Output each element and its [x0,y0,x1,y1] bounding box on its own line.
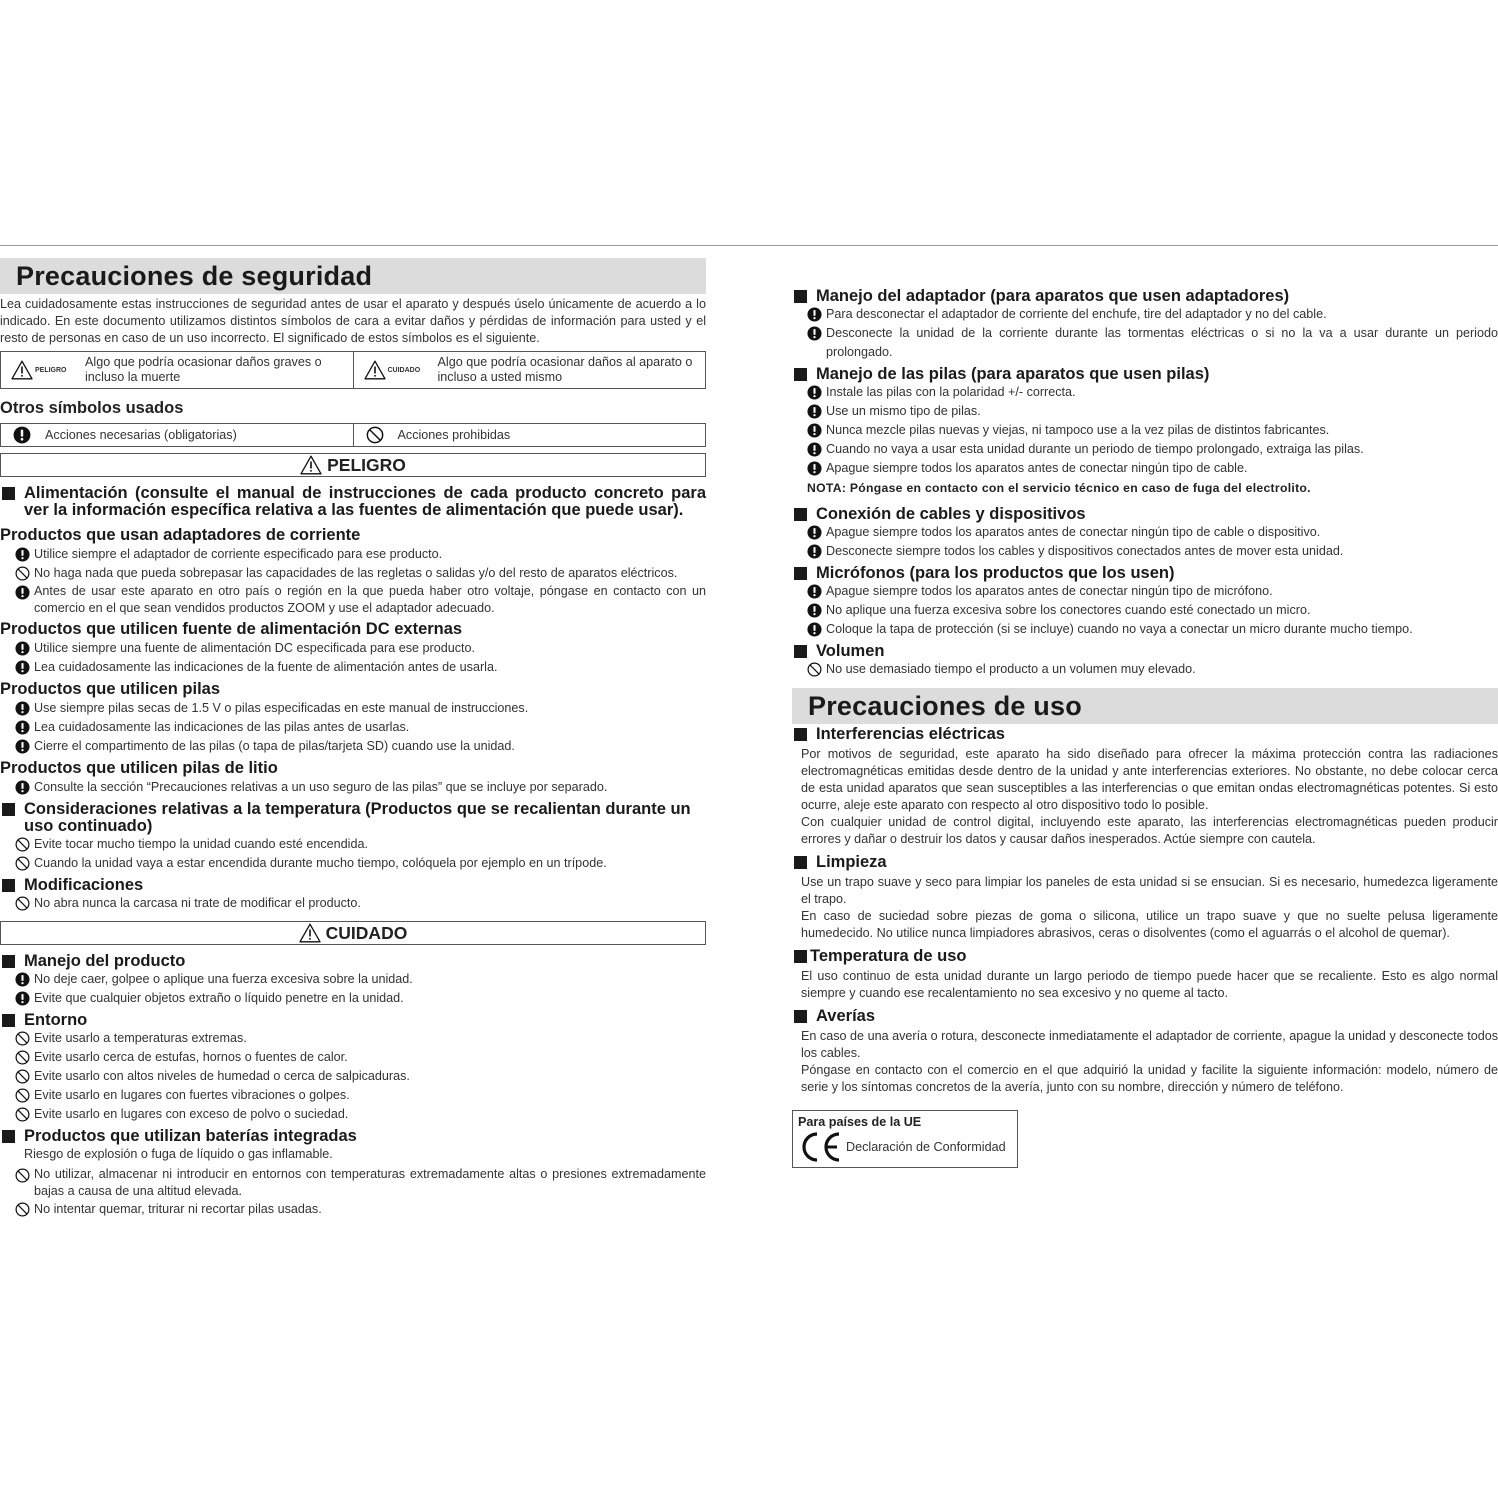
nota-text: NOTA: Póngase en contacto con el servicio técnico en caso de fuga del electrolito. [807,481,1311,495]
list-item: Evite usarlo en lugares con exceso de polvo o suciedad. [0,1105,706,1124]
list-item: No deje caer, golpee o aplique una fuerza excesiva sobre la unidad. [0,970,706,989]
body-paragraph: En caso de una avería o rotura, desconecte inmediatamente el adaptador de corriente, apague la unidad y desconecte todos los cables. [801,1029,1498,1060]
mandatory-icon [15,991,30,1006]
list-item: Lea cuidadosamente las indicaciones de las pilas antes de usarlas. [0,718,706,737]
eu-conformity-box [792,1110,1018,1168]
body-paragraph: En caso de suciedad sobre piezas de goma o silicona, utilice un trapo suave y que no suelte pelusa ligeramente humedecido. No utilice nunca limpiadores abrasivos, ceras o disolventes (como el aguarrás o el alcohol de quemar). [801,909,1498,940]
list-item: No intentar quemar, triturar ni recortar pilas usadas. [0,1200,706,1219]
mandatory-label: Acciones necesarias (obligatorias) [45,428,237,442]
list-item: Cuando no vaya a usar esta unidad durante un periodo de tiempo prolongado, extraiga las pilas. [792,440,1498,459]
square-bullet-icon [794,368,807,381]
cuidado-header [0,921,706,945]
other-symbols-table [0,423,706,447]
mandatory-icon [807,584,822,599]
warning-triangle-icon [11,360,33,380]
square-bullet-icon [2,1014,15,1027]
body-paragraph: Use un trapo suave y seco para limpiar los paneles de esta unidad si se ensucian. Si es necesario, humedezca ligeramente el trapo. [801,875,1498,906]
ce-mark-icon [798,1131,842,1163]
body-paragraph: Por motivos de seguridad, este aparato ha sido diseñado para ofrecer la máxima protección contra las radiaciones electromagnéticas emitidas desde dentro de la unidad y ante interferencias exteriores. No obstante, no debe colocar cerca de esta unidad aparatos que sean susceptibles a las interferencias o que emitan ondas electromagnéticas potentes. Si esto ocurre, aleje este aparato con respecto al otro dispositivo todo lo posible. [801,747,1498,812]
square-bullet-icon [2,803,15,816]
list-item: Cuando la unidad vaya a estar encendida durante mucho tiempo, colóquela por ejemplo en un trípode. [0,854,706,873]
mandatory-icon [807,461,822,476]
section-heading: Consideraciones relativas a la temperatura (Productos que se recalientan durante un uso continuado) [0,801,706,835]
mandatory-icon [13,426,31,444]
square-bullet-icon [2,955,15,968]
body-paragraph: El uso continuo de esta unidad durante un largo periodo de tiempo puede hacer que se recaliente. Esto es algo normal siempre y cuando ese recalentamiento no sea excesivo y no queme al tacto. [801,969,1498,1000]
list-item: Consulte la sección “Precauciones relativas a un uso seguro de las pilas” que se incluye por separado. [0,778,706,797]
peligro-symbol-cell [1,352,353,388]
list-item: Use un mismo tipo de pilas. [792,402,1498,421]
list-item: Apague siempre todos los aparatos antes de conectar ningún tipo de micrófono. [792,582,1498,601]
list-item: Evite usarlo a temperaturas extremas. [0,1029,706,1048]
cuidado-tag: CUIDADO [387,366,421,374]
prohibited-icon [15,1050,30,1065]
cuidado-header-label: CUIDADO [325,923,408,943]
list-item: Coloque la tapa de protección (si se incluye) cuando no vaya a conectar un micro durante mucho tiempo. [792,620,1498,639]
square-bullet-icon [2,879,15,892]
list-item: Evite tocar mucho tiempo la unidad cuando esté encendida. [0,835,706,854]
list-item: Apague siempre todos los aparatos antes de conectar ningún tipo de cable o dispositivo. [792,523,1498,542]
section-heading: Averías [792,1008,1498,1025]
square-bullet-icon [794,856,807,869]
subsection-heading: Productos que utilicen pilas [0,680,221,698]
mandatory-icon [807,385,822,400]
square-bullet-icon [794,1010,807,1023]
list-item: No haga nada que pueda sobrepasar las capacidades de las regletas o salidas y/o del resto de aparatos eléctricos. [0,564,706,583]
list-note: Riesgo de explosión o fuga de líquido o gas inflamable. [24,1147,333,1161]
section-heading: Temperatura de uso [792,948,1498,965]
square-bullet-icon [794,567,807,580]
other-symbols-title: Otros símbolos usados [0,399,184,417]
mandatory-icon [807,326,822,341]
square-bullet-icon [794,950,807,963]
prohibited-icon [15,1168,30,1183]
symbol-legend-table [0,351,706,389]
list-item: Desconecte la unidad de la corriente durante las tormentas eléctricas o si no la va a usar durante un periodo prolongado. [792,324,1498,362]
list-item: Para desconectar el adaptador de corriente del enchufe, tire del adaptador y no del cable. [792,305,1498,324]
peligro-tag: PELIGRO [35,366,67,374]
prohibited-label: Acciones prohibidas [397,428,511,442]
prohibited-cell [353,424,706,446]
warning-triangle-icon [299,923,321,943]
mandatory-icon [807,423,822,438]
section-heading: Manejo del adaptador (para aparatos que usen adaptadores) [792,288,1498,305]
section-heading: Micrófonos (para los productos que los usen) [792,565,1498,582]
prohibited-icon [15,1202,30,1217]
body-paragraph: Póngase en contacto con el comercio en el que adquirió la unidad y facilite la siguiente información: modelo, número de serie y los síntomas concretos de la avería, junto con su nombre, dirección y número de teléfono. [801,1063,1498,1094]
prohibited-icon [807,662,822,677]
mandatory-icon [15,780,30,795]
mandatory-icon [807,525,822,540]
eu-box-title: Para países de la UE [798,1115,922,1129]
list-item: Cierre el compartimento de las pilas (o tapa de pilas/tarjeta SD) cuando use la unidad. [0,737,706,756]
top-rule [0,245,1498,246]
list-item: Utilice siempre el adaptador de corriente especificado para ese producto. [0,545,706,564]
list-item: No abra nunca la carcasa ni trate de modificar el producto. [0,894,706,913]
mandatory-icon [15,972,30,987]
body-paragraph: Con cualquier unidad de control digital, incluyendo este aparato, las interferencias electromagnéticas pueden producir errores y dañar o destruir los datos y causar daños inesperados. Actúe siempre con cautela. [801,815,1498,846]
square-bullet-icon [2,1130,15,1143]
section-heading: Volumen [792,643,1498,660]
peligro-header [0,453,706,477]
section-heading: Entorno [0,1012,706,1029]
prohibited-icon [15,856,30,871]
square-bullet-icon [794,508,807,521]
list-item: Nunca mezcle pilas nuevas y viejas, ni tampoco use a la vez pilas de distintos fabricantes. [792,421,1498,440]
prohibited-icon [15,896,30,911]
mandatory-icon [807,404,822,419]
mandatory-icon [15,720,30,735]
usage-title: Precauciones de uso [792,688,1498,724]
cuidado-description: Algo que podría ocasionar daños al aparato o incluso a usted mismo [437,355,693,384]
mandatory-icon [807,442,822,457]
square-bullet-icon [2,487,15,500]
list-item: Evite que cualquier objetos extraño o líquido penetre en la unidad. [0,989,706,1008]
list-item: Evite usarlo con altos niveles de humedad o cerca de salpicaduras. [0,1067,706,1086]
mandatory-cell [1,424,353,446]
list-item: Apague siempre todos los aparatos antes de conectar ningún tipo de cable. [792,459,1498,478]
warning-triangle-icon [300,455,322,475]
list-item: No utilizar, almacenar ni introducir en entornos con temperaturas extremadamente altas o presiones extremadamente bajas a causa de una altitud elevada. [0,1166,706,1200]
prohibited-icon [15,837,30,852]
list-item: Evite usarlo en lugares con fuertes vibraciones o golpes. [0,1086,706,1105]
mandatory-icon [15,739,30,754]
list-item: Use siempre pilas secas de 1.5 V o pilas especificadas en este manual de instrucciones. [0,699,706,718]
peligro-header-label: PELIGRO [327,455,406,475]
eu-conformity-label: Declaración de Conformidad [846,1140,1006,1154]
section-heading: Productos que utilizan baterías integradas [0,1128,706,1145]
safety-title: Precauciones de seguridad [0,258,706,294]
section-heading: Manejo del producto [0,953,706,970]
section-heading: Conexión de cables y dispositivos [792,506,1498,523]
cuidado-symbol-cell [353,352,706,388]
mandatory-icon [807,622,822,637]
right-column [792,284,1498,1168]
mandatory-icon [15,585,30,600]
subsection-heading: Productos que utilicen fuente de alimentación DC externas [0,620,463,638]
prohibited-icon [15,1031,30,1046]
list-item: Antes de usar este aparato en otro país o región en la que pueda haber otro voltaje, póngase en contacto con un comercio en el que sean vendidos productos ZOOM y use el adaptador adecuado. [0,583,706,617]
section-heading: Limpieza [792,854,1498,871]
square-bullet-icon [794,645,807,658]
left-column [0,258,706,1219]
subsection-heading: Productos que usan adaptadores de corriente [0,526,361,544]
safety-intro: Lea cuidadosamente estas instrucciones de seguridad antes de usar el aparato y después úselo únicamente de acuerdo a lo indicado. En este documento utilizamos distintos símbolos de cara a evitar daños y pérdidas de información para usted y el resto de personas en caso de un uso incorrecto. El significado de estos símbolos es el siguiente. [0,297,706,345]
mandatory-icon [15,547,30,562]
section-heading: Interferencias eléctricas [792,726,1498,743]
prohibited-icon [15,1088,30,1103]
subsection-heading: Productos que utilicen pilas de litio [0,759,278,777]
list-item: Lea cuidadosamente las indicaciones de la fuente de alimentación antes de usarla. [0,658,706,677]
mandatory-icon [15,660,30,675]
section-heading: Modificaciones [0,877,706,894]
mandatory-icon [807,307,822,322]
list-item: Desconecte siempre todos los cables y dispositivos conectados antes de mover esta unidad. [792,542,1498,561]
mandatory-icon [15,641,30,656]
list-item: Instale las pilas con la polaridad +/- correcta. [792,383,1498,402]
warning-triangle-icon [364,360,386,380]
mandatory-icon [807,603,822,618]
square-bullet-icon [794,290,807,303]
mandatory-icon [15,701,30,716]
list-item: No aplique una fuerza excesiva sobre los conectores cuando esté conectado un micro. [792,601,1498,620]
list-item: Evite usarlo cerca de estufas, hornos o fuentes de calor. [0,1048,706,1067]
prohibited-icon [366,426,384,444]
prohibited-icon [15,1069,30,1084]
peligro-description: Algo que podría ocasionar daños graves o incluso la muerte [85,355,322,384]
mandatory-icon [807,544,822,559]
section-heading: Alimentación (consulte el manual de instrucciones de cada producto concreto para ver la información específica relativa a las fuentes de alimentación que puede usar). [0,485,706,519]
prohibited-icon [15,566,30,581]
section-heading: Manejo de las pilas (para aparatos que usen pilas) [792,366,1498,383]
prohibited-icon [15,1107,30,1122]
list-item: Utilice siempre una fuente de alimentación DC especificada para ese producto. [0,639,706,658]
list-item: No use demasiado tiempo el producto a un volumen muy elevado. [792,660,1498,679]
square-bullet-icon [794,728,807,741]
